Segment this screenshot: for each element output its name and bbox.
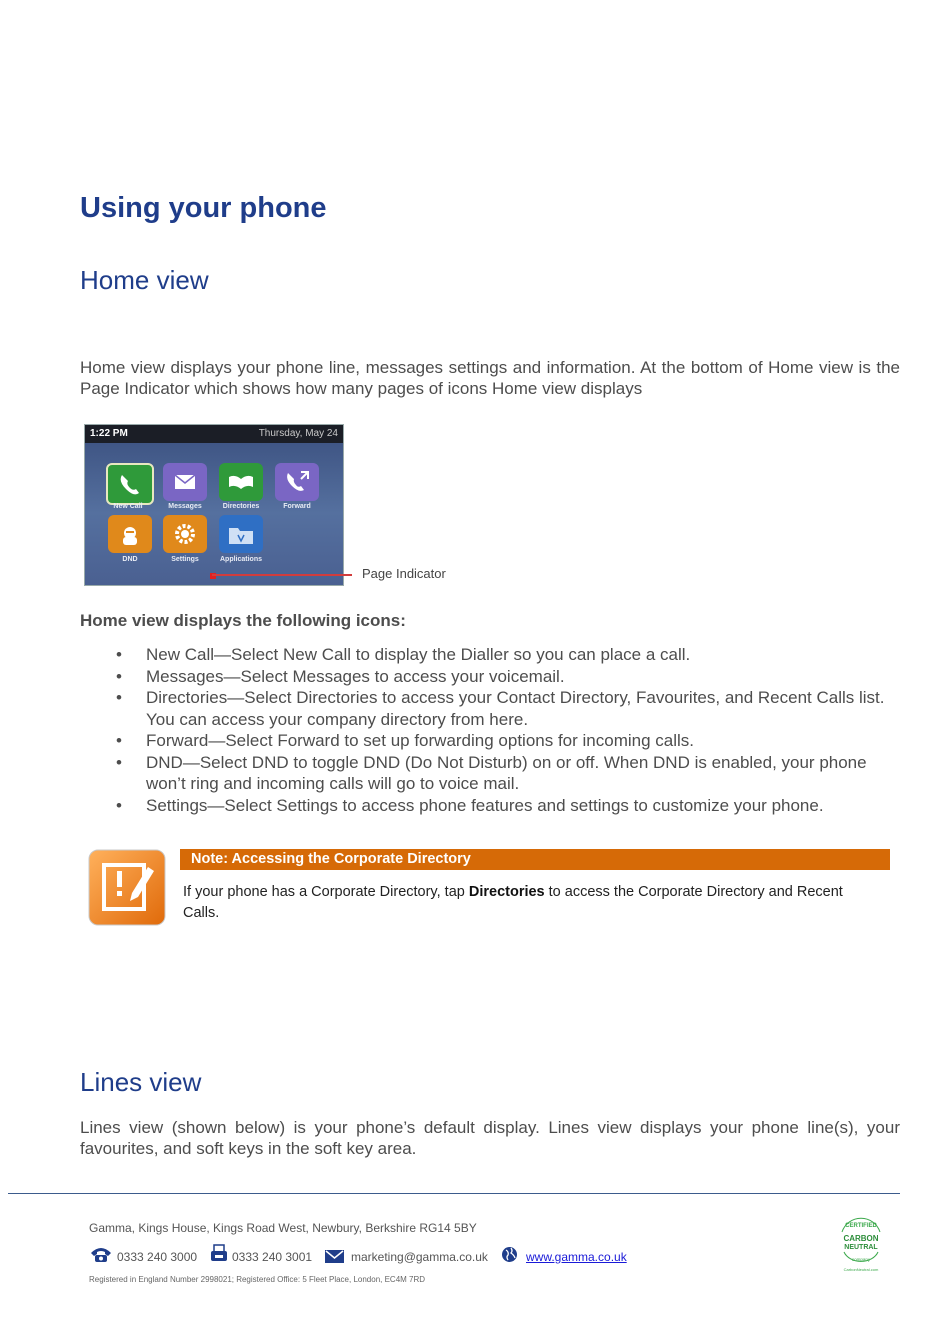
page-title: Using your phone [80,192,327,224]
forward-tile [275,463,319,501]
telephone-icon [89,1245,113,1268]
home-view-intro: Home view displays your phone line, messages settings and information. At the bottom of Home view is the Page Indicator which shows how many pages of icons Home view displays [80,358,900,398]
note-title: Note: Accessing the Corporate Directory [191,851,471,867]
tile-label: New Call [113,503,143,510]
list-item-text: Settings—Select Settings to access phone features and settings to customize your phone. [146,795,824,815]
footer-registration: Registered in England Number 2998021; Registered Office: 5 Fleet Place, London, EC4M 7RD [89,1275,426,1284]
gear-icon [163,515,207,553]
status-date: Thursday, May 24 [258,428,338,439]
footer-divider [8,1193,900,1194]
home-view-heading: Home view [80,265,209,295]
badge-certified: CERTIFIED [845,1223,877,1229]
list-item [80,752,902,795]
dnd-icon [108,515,152,553]
footer-phone: 0333 240 3000 [117,1250,198,1264]
messages-tile [163,463,207,501]
new-call-tile [106,463,154,505]
tile-label: Messages [168,503,202,510]
bullet-icon: • [116,645,122,664]
icons-list [80,644,902,816]
bullet-icon: • [116,731,122,750]
envelope-icon [163,463,207,501]
folder-icon [219,515,263,553]
settings-tile [163,515,207,553]
note-icon [88,849,166,926]
globe-icon [501,1246,518,1268]
list-item [80,644,902,666]
list-item [80,666,902,688]
list-item [80,687,902,730]
footer-website-link[interactable]: www.gamma.co.uk [526,1250,627,1264]
lines-view-text: Lines view (shown below) is your phone’s default display. Lines view displays your phone line(s), your favourites, and soft keys in the soft key area. [80,1118,900,1158]
list-item-text: Directories—Select Directories to access your Contact Directory, Favourites, and Recent Calls list. You can access your company directory from here. [146,688,885,729]
footer-email[interactable]: marketing@gamma.co.uk [351,1250,488,1264]
directories-tile [219,463,263,501]
tile-label: Directories [222,503,260,510]
page-indicator-label: Page Indicator [362,566,446,581]
note-text-bold: Directories [468,884,545,900]
bullet-icon: • [116,666,122,686]
footer-address: Gamma, Kings House, Kings Road West, Newbury, Berkshire RG14 5BY [89,1221,477,1235]
tile-label: Settings [171,556,199,563]
bullet-icon: • [116,795,122,815]
badge-neutral: NEUTRAL [844,1244,878,1251]
book-icon [219,463,263,501]
dnd-tile [108,515,152,553]
page-indicator-leader-line [212,574,352,576]
list-item [80,795,902,817]
badge-company: company [851,1257,871,1262]
list-item [80,730,902,752]
status-time: 1:22 PM [90,428,128,439]
home-view-screenshot [84,424,344,586]
footer-fax: 0333 240 3001 [232,1250,313,1264]
carbon-neutral-badge [832,1214,890,1274]
lines-view-heading: Lines view [80,1067,202,1097]
icons-subheading: Home view displays the following icons: [80,611,406,630]
forward-call-icon [275,463,319,501]
bullet-icon: • [116,752,122,772]
list-item-text: DND—Select DND to toggle DND (Do Not Disturb) on or off. When DND is enabled, your phone won’t ring and incoming calls will go to voice mail. [146,752,867,793]
fax-icon [210,1244,228,1267]
applications-tile [219,515,263,553]
note-text-start: If your phone has a Corporate Directory, tap [183,884,469,900]
note-text-end: to access the Corporate Directory and Recent Calls. [183,884,843,921]
note-title-bar [180,849,890,870]
bullet-icon: • [116,688,122,707]
status-bar [85,425,343,443]
tile-label: Forward [283,503,311,510]
badge-carbon: CARBON [843,1234,879,1243]
phone-icon [108,465,152,503]
list-item-text: New Call—Select New Call to display the Dialler so you can place a call. [146,645,691,664]
tile-label: DND [122,556,138,563]
tile-label: Applications [219,556,262,563]
list-item-text: Forward—Select Forward to set up forwarding options for incoming calls. [146,731,695,750]
note-text [183,882,883,924]
list-item-text: Messages—Select Messages to access your voicemail. [146,666,565,686]
badge-url: CarbonNeutral.com [843,1267,879,1272]
email-icon [325,1250,344,1268]
